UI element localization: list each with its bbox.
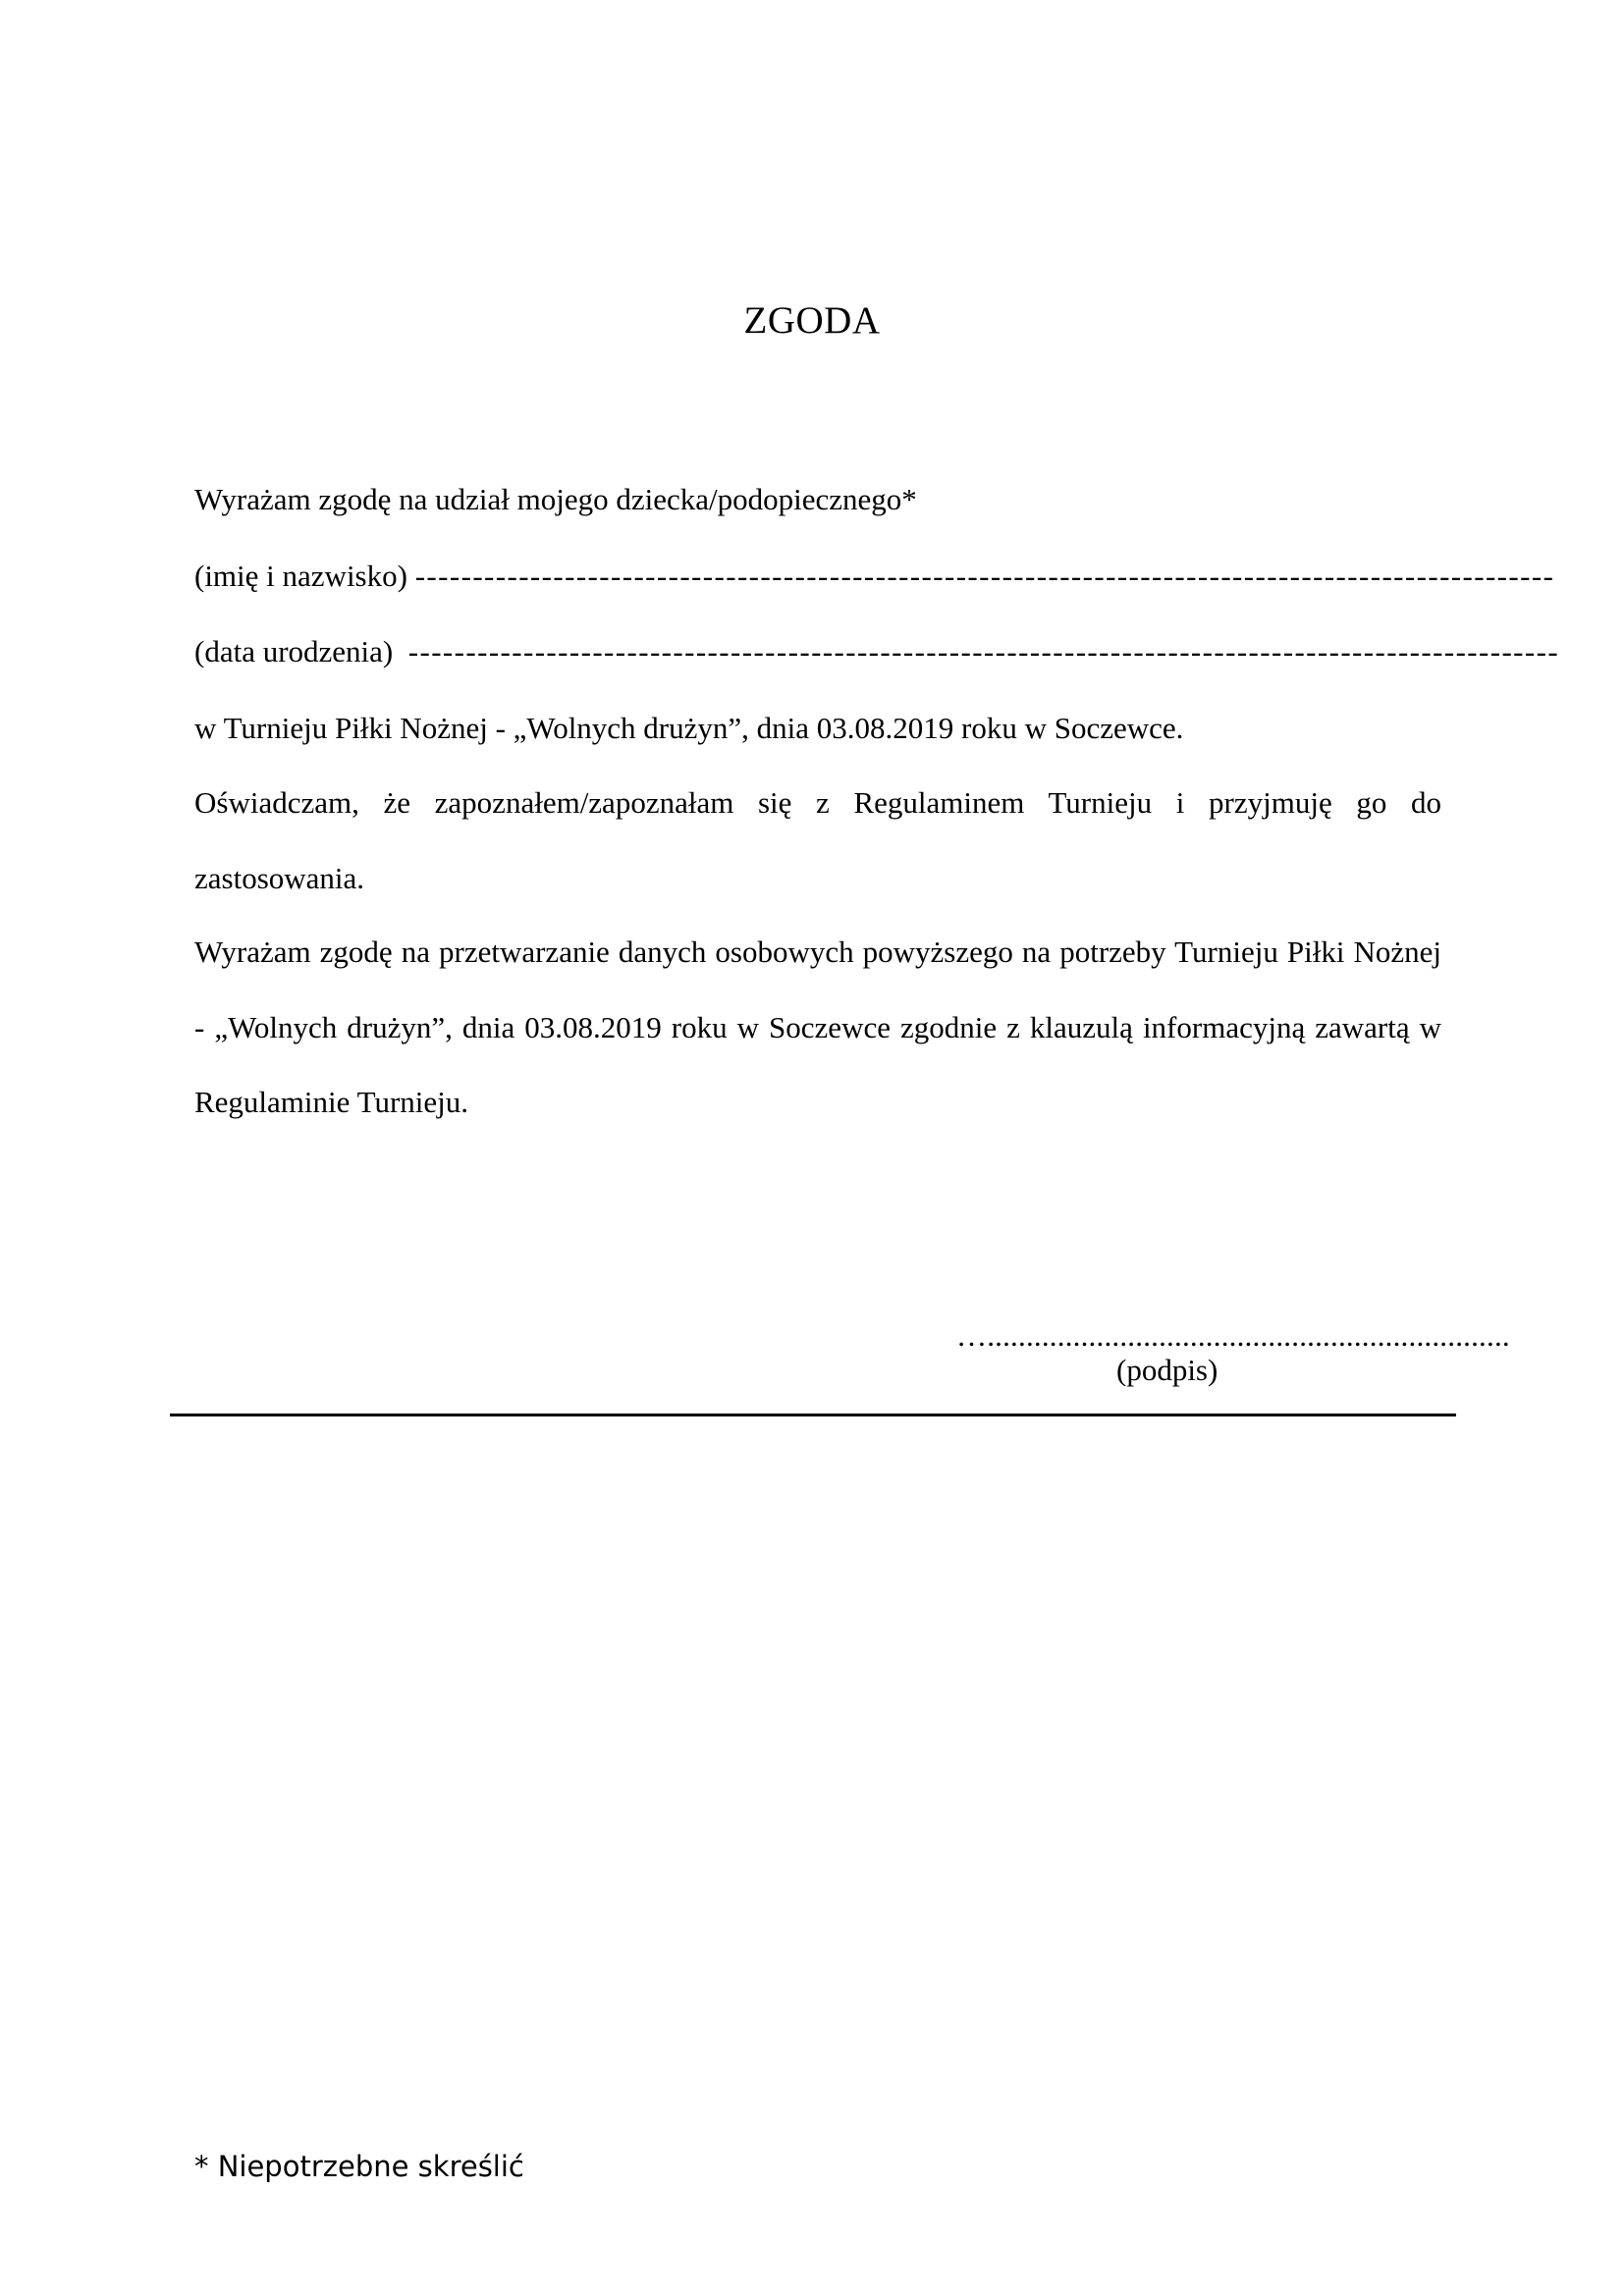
birthdate-field-blank: ---------------------------------------------------------------------------------------------------- [407, 634, 1560, 668]
data-consent-paragraph: Wyrażam zgodę na przetwarzanie danych osobowych powyższego na potrzeby Turnieju Piłki Nożnej - „Wolnych drużyn”, dnia 03.08.2019 roku w Soczewce zgodnie z klauzulą informacyjną zawartą w Regulaminie Turnieju. [194, 934, 1441, 1119]
name-field-row [194, 557, 1555, 596]
signature-line: …................................................................... [956, 1318, 1510, 1353]
section-divider [170, 1414, 1456, 1416]
name-field-blank: --------------------------------------------------------------------------------------------------- [414, 559, 1555, 593]
document-title: ZGODA [743, 299, 881, 342]
footnote: * Niepotrzebne skreślić [194, 2150, 524, 2183]
event-line: w Turnieju Piłki Nożnej - „Wolnych drużyn”, dnia 03.08.2019 roku w Soczewce. [194, 711, 1184, 745]
consent-intro-text: Wyrażam zgodę na udział mojego dziecka/podopiecznego* [194, 482, 917, 516]
declaration-paragraph: Oświadczam, że zapoznałem/zapoznałam się z Regulaminem Turnieju i przyjmuję go do zastosowania. [194, 785, 1441, 895]
birthdate-field-label: (data urodzenia) [194, 634, 394, 668]
signature-label: (podpis) [1116, 1353, 1218, 1387]
name-field-label: (imię i nazwisko) [194, 559, 407, 593]
birthdate-field-row [194, 632, 1560, 671]
